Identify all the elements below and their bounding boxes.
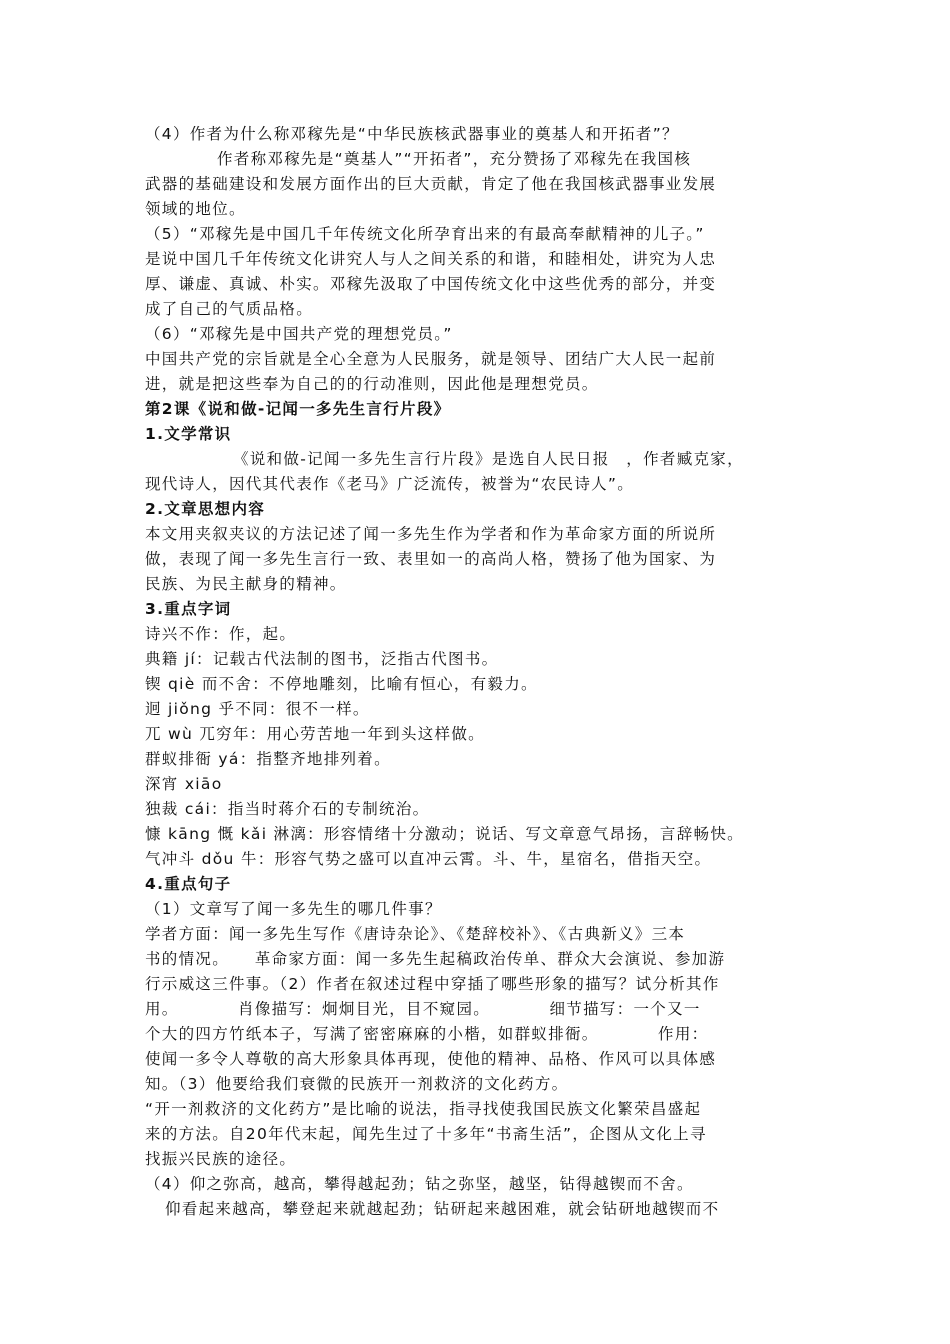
text-line: 做，表现了闻一多先生言行一致、表里如一的高尚人格，赞扬了他为国家、为 — [145, 550, 717, 568]
section-heading: 1.文学常识 — [145, 425, 232, 443]
text-line: 作者称邓稼先是“奠基人”“开拓者”，充分赞扬了邓稼先在我国核 — [217, 150, 692, 168]
text-line: 是说中国几千年传统文化讲究人与人之间关系的和谐，和睦相处，讲究为人忠 — [145, 250, 717, 268]
text-line: 仰看起来越高，攀登起来就越起劲；钻研起来越困难，就会钻研地越锲而不 — [165, 1200, 720, 1218]
text-line: 民族、为民主献身的精神。 — [145, 575, 347, 593]
text-line: 中国共产党的宗旨就是全心全意为人民服务，就是领导、团结广大人民一起前 — [145, 350, 717, 368]
section-heading: 第2课《说和做-记闻一多先生言行片段》 — [145, 400, 451, 418]
text-line: 本文用夹叙夹议的方法记述了闻一多先生作为学者和作为革命家方面的所说所 — [145, 525, 717, 543]
text-line: 进，就是把这些奉为自己的的行动准则，因此他是理想党员。 — [145, 375, 599, 393]
text-line: 气冲斗 dǒu 牛：形容气势之盛可以直冲云霄。斗、牛，星宿名，借指天空。 — [145, 850, 712, 868]
text-line: 典籍 jí：记载古代法制的图书，泛指古代图书。 — [145, 650, 499, 668]
text-line: （5）“邓稼先是中国几千年传统文化所孕育出来的有最高奉献精神的儿子。” — [145, 225, 705, 243]
text-line: 锲 qiè 而不舍：不停地雕刻，比喻有恒心，有毅力。 — [145, 675, 538, 693]
text-line: 深宵 xiāo — [145, 775, 223, 793]
text-line: （6）“邓稼先是中国共产党的理想党员。” — [145, 325, 453, 343]
text-line: 独裁 cái：指当时蒋介石的专制统治。 — [145, 800, 430, 818]
text-line: 成了自己的气质品格。 — [145, 300, 314, 318]
text-line: “开一剂救济的文化药方”是比喻的说法，指寻找使我国民族文化繁荣昌盛起 — [145, 1100, 702, 1118]
text-line: 兀 wù 兀穷年：用心劳苦地一年到头这样做。 — [145, 725, 485, 743]
text-line: 厚、谦虚、真诚、朴实。邓稼先汲取了中国传统文化中这些优秀的部分，并变 — [145, 275, 717, 293]
text-line: 《说和做-记闻一多先生言行片段》是选自人民日报 ，作者臧克家， — [233, 450, 744, 468]
text-line: （1）文章写了闻一多先生的哪几件事？ — [145, 900, 442, 918]
text-line: 找振兴民族的途径。 — [145, 1150, 297, 1168]
text-line: 个大的四方竹纸本子，写满了密密麻麻的小楷，如群蚁排衙。 作用： — [145, 1025, 709, 1043]
section-heading: 3.重点字词 — [145, 600, 232, 618]
text-line: 武器的基础建设和发展方面作出的巨大贡献，肯定了他在我国核武器事业发展 — [145, 175, 717, 193]
text-line: 知。（3）他要给我们衰微的民族开一剂救济的文化药方。 — [145, 1075, 569, 1093]
text-line: 学者方面：闻一多先生写作《唐诗杂论》、《楚辞校补》、《古典新义》三本 — [145, 925, 686, 943]
text-line: 来的方法。自20年代末起，闻先生过了十多年“书斋生活”，企图从文化上寻 — [145, 1125, 707, 1143]
section-heading: 4.重点句子 — [145, 875, 232, 893]
text-line: 用。 肖像描写：炯炯目光，目不窥园。 细节描写：一个又一 — [145, 1000, 701, 1018]
text-line: 迥 jiǒng 乎不同：很不一样。 — [145, 700, 370, 718]
text-line: 群蚁排衙 yá：指整齐地排列着。 — [145, 750, 391, 768]
text-line: 慷 kāng 慨 kǎi 淋漓：形容情绪十分激动；说话、写文章意气昂扬，言辞畅快。 — [145, 825, 744, 843]
text-line: 诗兴不作：作，起。 — [145, 625, 297, 643]
text-line: （4）作者为什么称邓稼先是“中华民族核武器事业的奠基人和开拓者”？ — [145, 125, 679, 143]
text-line: 领域的地位。 — [145, 200, 246, 218]
text-line: 现代诗人，因代其代表作《老马》广泛流传，被誉为“农民诗人”。 — [145, 475, 635, 493]
text-line: 行示威这三件事。（2）作者在叙述过程中穿插了哪些形象的描写？试分析其作 — [145, 975, 720, 993]
text-line: 书的情况。 革命家方面：闻一多先生起稿政治传单、群众大会演说、参加游 — [145, 950, 726, 968]
text-line: （4）仰之弥高，越高，攀得越起劲；钻之弥坚，越坚，钻得越锲而不舍。 — [145, 1175, 694, 1193]
document-page — [145, 122, 805, 1222]
section-heading: 2.文章思想内容 — [145, 500, 266, 518]
text-line: 使闻一多令人尊敬的高大形象具体再现，使他的精神、品格、作风可以具体感 — [145, 1050, 717, 1068]
